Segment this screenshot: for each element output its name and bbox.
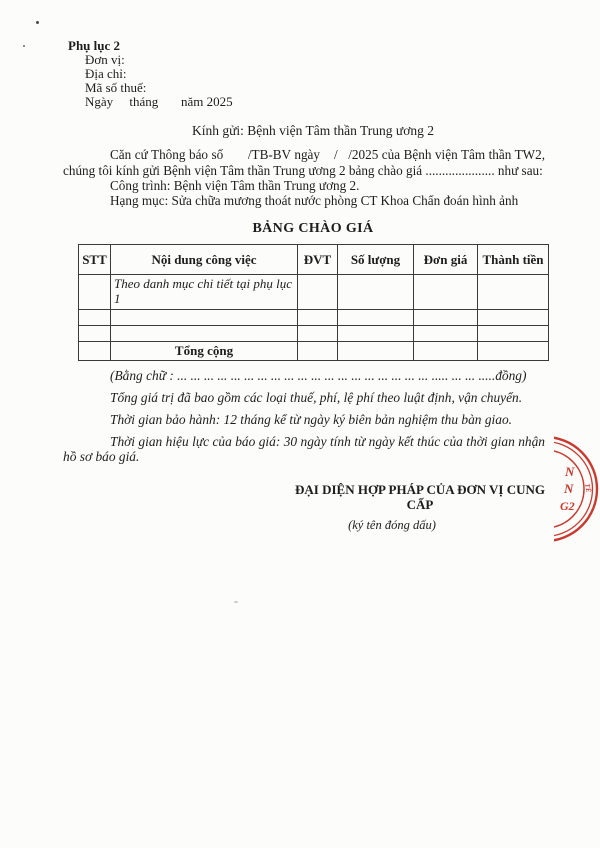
cell-work-content: Theo danh mục chi tiết tại phụ lục 1 <box>111 275 298 310</box>
cell-amount <box>478 326 549 342</box>
cell-unit <box>298 342 338 361</box>
cell-stt <box>79 326 111 342</box>
cell-amount <box>478 342 549 361</box>
col-header-stt: STT <box>79 245 111 275</box>
cell-unit-price <box>414 342 478 361</box>
col-header-quantity: Số lượng <box>338 245 414 275</box>
project-line: Công trình: Bệnh viện Tâm thần Trung ương 2. <box>110 178 360 193</box>
table-row <box>79 310 549 326</box>
appendix-label: Phụ lục 2 <box>68 38 121 53</box>
tax-code-label: Mã số thuế: <box>85 80 147 95</box>
cell-unit <box>298 275 338 310</box>
cell-unit <box>298 310 338 326</box>
date-line: Ngày tháng năm 2025 <box>85 94 233 109</box>
red-stamp <box>554 432 600 546</box>
cell-stt <box>79 310 111 326</box>
cell-unit-price <box>414 326 478 342</box>
amount-in-words-line: (Bằng chữ : ... ... ... ... ... ... ... ... ... ... ... ... ... ... ... ... ... ... ... ..... ... ... .....đồng) <box>110 368 527 383</box>
scan-speck <box>23 45 25 47</box>
stamp-letter: N <box>565 464 575 479</box>
cell-amount <box>478 310 549 326</box>
signature-instruction: (ký tên đóng dấu) <box>348 518 436 532</box>
stamp-side-text: TẾ <box>583 482 593 494</box>
validity-note-line: Thời gian hiệu lực của báo giá: 30 ngày tính từ ngày kết thúc của thời gian nhận hồ sơ báo giá. <box>63 434 545 464</box>
intro-paragraph: Căn cứ Thông báo số /TB-BV ngày / /2025 của Bệnh viện Tâm thần TW2, chúng tôi kính gửi Bệnh viện Tâm thần Trung ương 2 bảng chào giá ..................... như sau: <box>63 147 545 178</box>
scan-speck <box>234 601 238 603</box>
cell-work-content <box>111 326 298 342</box>
col-header-unit-price: Đơn giá <box>414 245 478 275</box>
cell-stt <box>79 275 111 310</box>
stamp-letter: G2 <box>560 499 575 513</box>
cell-stt <box>79 342 111 361</box>
warranty-note-line: Thời gian bảo hành: 12 tháng kể từ ngày ký biên bản nghiệm thu bàn giao. <box>110 412 512 427</box>
document-body <box>63 147 545 208</box>
cell-quantity <box>338 326 414 342</box>
document-header <box>68 0 600 109</box>
total-row <box>79 342 549 361</box>
cell-quantity <box>338 275 414 310</box>
table-row <box>79 275 549 310</box>
table-title: BẢNG CHÀO GIÁ <box>252 221 374 236</box>
tax-note-line: Tổng giá trị đã bao gồm các loại thuế, phí, lệ phí theo luật định, vận chuyển. <box>110 390 523 405</box>
cell-unit <box>298 326 338 342</box>
table-header-row <box>79 245 549 275</box>
cell-quantity <box>338 310 414 326</box>
cell-amount <box>478 275 549 310</box>
address-label: Địa chỉ: <box>85 66 127 81</box>
col-header-work-content: Nội dung công việc <box>111 245 298 275</box>
cell-quantity <box>338 342 414 361</box>
total-label: Tổng cộng <box>111 342 298 361</box>
category-line: Hạng mục: Sửa chữa mương thoát nước phòng CT Khoa Chẩn đoán hình ảnh <box>110 193 519 208</box>
cell-unit-price <box>414 275 478 310</box>
cell-work-content <box>111 310 298 326</box>
cell-unit-price <box>414 310 478 326</box>
signature-title: ĐẠI DIỆN HỢP PHÁP CỦA ĐƠN VỊ CUNG CẤP <box>294 482 546 512</box>
notes-section <box>63 368 545 464</box>
scan-speck <box>36 21 39 24</box>
table-row <box>79 326 549 342</box>
salutation-line: Kính gửi: Bệnh viện Tâm thần Trung ương 2 <box>191 123 435 138</box>
signature-block <box>285 482 555 532</box>
unit-label: Đơn vị: <box>85 52 125 67</box>
col-header-unit: ĐVT <box>298 245 338 275</box>
stamp-letter: N <box>564 481 574 496</box>
col-header-amount: Thành tiền <box>478 245 549 275</box>
quotation-table <box>78 244 549 361</box>
